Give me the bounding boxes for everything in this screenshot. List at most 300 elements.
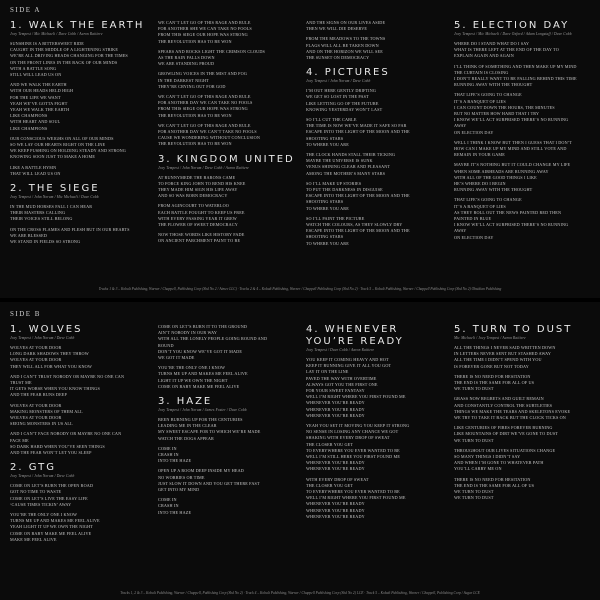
lyric-line: ON ANCIENT PARCHMENT PAINT TO BE <box>158 238 241 244</box>
lyric-line: ON THE FRONT LINES IN THE BACK OF OUR MINDS <box>10 59 118 65</box>
lyric-line: FACE ME <box>10 437 29 443</box>
lyric-stanza <box>158 232 296 244</box>
lyric-line: SEEING MONSTERS IN US ALL <box>10 421 73 427</box>
lyric-line: AWAY <box>454 123 467 129</box>
lyric-line: AS THEY ROLL OUT THE NEWS PAINTED RED THEN <box>454 209 562 215</box>
songwriter-credits: Joey Tempest / John Norum / Dave Cobb <box>306 79 371 84</box>
lyric-line: YOU’RE THE ONLY ONE I KNOW <box>10 512 78 518</box>
lyric-line: WOLVES AT YOUR DOOR <box>10 345 62 350</box>
lyric-line: WITH OUR HEADS HELD HIGH <box>10 88 74 94</box>
lyric-line: SO I’LL CUT THE CABLE <box>306 117 357 123</box>
lyric-stanza <box>10 431 148 456</box>
lyric-line: THE END IS THE SAME FOR ALL OF US <box>454 380 535 386</box>
lyric-stanza <box>158 94 296 119</box>
lyric-line: I KNOW WE’LL ACT SURPRISED THERE’S NO RUNNING <box>454 222 569 228</box>
lyric-line: PAINTED IN BLUE <box>454 216 492 222</box>
lyric-line: COME ON BABY MAKE ME FEEL ALIVE <box>10 530 92 536</box>
lyric-line: VENUS SHINING CLEAR AND PLEASANT <box>306 164 391 170</box>
lyric-line: FOR YOUR SWEET FANTASY <box>306 388 365 394</box>
song-block <box>306 67 444 247</box>
side-b-column-2 <box>158 324 296 522</box>
lyric-line: MAKING MONSTERS OF THEM ALL <box>10 408 83 414</box>
lyric-line: PAVED THE WAY WITH OVERTIME <box>306 375 377 381</box>
lyric-line: THROUGHOUT OUR LIVES SITUATIONS CHANGE <box>454 447 556 453</box>
lyric-line: AND THE SIGNS ON OUR LIVES ASIDE <box>306 20 386 25</box>
song-block <box>454 324 592 501</box>
lyric-line: I CAN COUNT DOWN THE HOURS, THE MINUTES <box>454 104 555 110</box>
lyric-line: SPEARS AND ROCKS LIGHT THE CRIMSON CLOUDS <box>158 48 265 54</box>
side-a-panel <box>0 0 600 296</box>
lyric-line: TO WHERE YOU ARE <box>306 240 349 246</box>
lyric-line: LIKE MOUNTAINS OF DIRT WE’VE GONE TO DUST <box>454 431 559 437</box>
lyric-stanza <box>454 64 592 89</box>
lyric-line: TO EVERYWHERE YOU EVER WANTED TO BE <box>306 447 400 453</box>
lyric-line: YOU’RE THE ONLY ONE I KNOW <box>158 365 226 371</box>
lyric-line: THE END IS THE SAME FOR ALL OF US <box>454 482 535 488</box>
lyric-line: CAUSE WE WONDERING WITHOUT CONCLUSION <box>158 135 261 141</box>
song-block <box>10 20 148 177</box>
lyric-line: YEAH YOU SET IT MOVING YOU KEEP IT STRONG <box>306 423 410 429</box>
lyric-line: ALL THE THINGS I NEVER SAID WRITTEN DOWN <box>454 345 556 350</box>
lyric-stanza <box>306 357 444 419</box>
lyric-line: COME IN <box>158 497 177 503</box>
lyric-line: INTO THE HAZE <box>158 509 192 515</box>
lyric-line: REMAIN IN YOUR GAME <box>454 152 505 158</box>
lyric-line: AND SO WAS BORN DEMOCRACY <box>158 193 228 199</box>
lyric-line: THAT LIFE’S GOING TO CHANGE <box>454 92 522 98</box>
lyric-line: RUNNING AWAY WITH THE THOUGHT <box>454 187 533 193</box>
songwriter-credits: Joey Tempest / John Norum / Dave Cobb <box>10 474 75 479</box>
lyric-line: JUST SLOW IT DOWN AND YOU GET THERE FAST <box>158 480 260 486</box>
lyric-line: WE CAN’T LET GO OF THIS RAGE AND RULE <box>158 94 251 100</box>
lyric-line: WOLVES AT YOUR DOOR <box>10 402 62 408</box>
lyric-line: WITH A BATTLE SONG <box>10 65 57 71</box>
lyric-line: MAYBE IT’S NOTHING BUT IT COULD CHANGE MY LIFE <box>454 162 571 168</box>
lyric-line: ‘CAUSE TIMES TICKIN’ AWAY <box>10 501 72 507</box>
lyric-stanza <box>306 36 444 61</box>
lyric-line: THINGS WE MAKE THE TEARS AND SKELETONS EVOKE <box>454 408 571 414</box>
lyric-line: SHOOTING STARS <box>306 199 344 205</box>
lyric-stanza <box>10 136 148 161</box>
lyric-line: WITH ALL THE LONELY PEOPLE GOING ROUND AND <box>158 336 268 342</box>
lyric-line: WHENEVER YOU’RE READY <box>306 460 365 466</box>
lyric-stanza <box>10 227 148 246</box>
lyric-line: IN LETTERS NEVER SENT BUT STASHED AWAY <box>454 351 552 357</box>
lyric-stanza <box>158 175 296 200</box>
lyric-stanza <box>10 345 148 370</box>
lyric-stanza <box>306 477 444 520</box>
song-title: 3. HAZE <box>158 396 213 408</box>
side-a-column-3 <box>306 20 444 253</box>
lyric-stanza <box>158 417 296 442</box>
lyric-line: THE CLOCK HANDS STALL THEIR TICKING <box>306 152 396 158</box>
lyric-line: BEEN BURNING UP FOR THE CENTURIES <box>158 417 243 423</box>
lyric-line: DON’T YOU KNOW WE’VE GOT IT MADE <box>158 348 243 354</box>
lyric-line: COME ON LET’S BURN THE OPEN ROAD <box>10 483 94 489</box>
lyric-stanza <box>10 403 148 428</box>
song-title: 5. ELECTION DAY <box>454 20 570 31</box>
lyric-stanza <box>158 324 296 361</box>
song-title: 1. WALK THE EARTH <box>10 20 145 31</box>
lyric-line: AND THE FEAR RUNS DEEP <box>10 392 67 398</box>
lyric-stanza <box>10 41 148 78</box>
lyric-line: LIKE LETTING GO OF THE FUTURE <box>306 100 379 106</box>
lyric-line: FOR THE LIFE WE WANT <box>10 94 61 100</box>
lyric-line: I’LL THINK OF SOMETHING AND THEN MAKE UP MY MIND <box>454 63 577 69</box>
lyric-line: TURNS ME UP AND MAKES ME FEEL ALIVE <box>10 518 100 524</box>
side-a-column-2 <box>158 20 296 251</box>
lyric-line: CRASH IN <box>158 503 179 509</box>
lyric-line: KNOWING SOON JUST TO MAKE A HOME <box>10 154 96 160</box>
lyric-line: HOW CAN I MAKE UP MY MIND AND STILL VOTE AND <box>454 146 567 152</box>
lyric-line: NOW THOSE WORDS LIKE HISTORY FADE <box>158 232 245 238</box>
lyric-line: FOR ANOTHER SHE WE CAN TAKE NO FOOLS <box>158 26 252 32</box>
lyric-line: THERE IS NO NEED FOR HESITATION <box>454 476 531 482</box>
lyric-line: SHOOTING STARS <box>306 135 344 141</box>
lyric-line: WE TURN TO DUST <box>454 489 494 495</box>
lyric-line: WATCH THE COLOURS, AS THEY SLOWLY DRY <box>306 222 403 228</box>
lyric-line: HE’S WHERE DO I BEGIN <box>454 181 506 187</box>
lyric-line: SO DARK HARD WHEN YOU’VE SEEN THINGS <box>10 443 105 449</box>
side-b-label: SIDE B <box>10 310 41 318</box>
lyric-line: COME ON LET’S BURN IT TO THE GROUND <box>158 324 248 329</box>
lyric-stanza <box>10 483 148 508</box>
lyric-line: WHENEVER YOU’RE READY <box>306 412 365 418</box>
lyric-stanza <box>158 365 296 390</box>
lyric-stanza <box>158 123 296 148</box>
lyric-line: WE ARE STANDING PROUD <box>158 61 215 67</box>
lyric-line: THE CLOSER YOU GET <box>306 482 354 488</box>
lyric-line: SO I’LL PAINT THE PICTURE <box>306 215 365 221</box>
lyric-line: THEN WE WILL DIE DESERVE <box>306 26 368 32</box>
lyric-line: TO EVERYWHERE YOU EVER WANTED TO BE <box>306 489 400 495</box>
lyric-line: SO WE LAY OUR HEARTS RIGHT ON THE LINE <box>10 142 106 148</box>
lyric-line: WELL I’M RIGHT WHERE YOU FIRST FOUND ME <box>306 495 406 501</box>
lyric-line: IT GETS WORSE WHEN YOU KNOW THINGS <box>10 386 100 392</box>
side-b-publishing-credits: Tracks 1, 2 & 3 – Kobalt Publishing, Warner / Chappell, Publishing Corp (Sbd No 2) · Track 4 – Kobalt Publishing, Warner / Chappell Publishing Corp (Sbd No 2) LCE · Track 5 – Kobalt Publishing, Warner / Chappell, Publishing Corp / Sugar LCE <box>120 591 480 595</box>
lyric-line: FROM AGINCOURT TO WATERLOO <box>158 203 229 209</box>
lyric-stanza <box>10 82 148 132</box>
song-block <box>10 183 148 245</box>
lyric-line: THE REVOLUTION HAS TO BE WON <box>158 112 232 118</box>
lyric-stanza <box>454 197 592 240</box>
lyric-line: LONG DARK SHADOWS THEY THROW <box>10 351 89 357</box>
song-block <box>158 154 296 245</box>
lyric-stanza <box>306 152 444 177</box>
lyric-line: WHENEVER YOU’RE READY <box>306 501 365 507</box>
lyric-line: GRASS NOW REGRETS AND GUILT REMAIN <box>454 396 544 402</box>
lyric-line: NO SENSE IN LOSING ANY CHANCE WE GOT <box>306 429 399 435</box>
lyric-line: WOLVES AT YOUR DOOR <box>10 357 62 363</box>
lyric-line: FROM THIS SIEGE OUR HOPE WAS STRONG <box>158 32 248 38</box>
lyric-line: I KNOW WE’LL ACT SURPRISED THERE’S NO RUNNING <box>454 117 569 123</box>
lyric-line: WE GET SO LOST IN THE PAST <box>306 94 369 100</box>
lyric-line: AIN’T NOBODY IN OUR WAY <box>158 330 218 336</box>
lyric-line: THERE IS NO NEED FOR HESITATION <box>454 373 531 379</box>
song-block <box>158 20 296 148</box>
songwriter-credits: Joey Tempest / John Norum / James Foster / Dave Cobb <box>158 408 247 413</box>
song-title: 5. TURN TO DUST <box>454 324 573 335</box>
lyric-line: LIKE CENTURIES OF FIRES FOREVER BURNING <box>454 425 553 431</box>
side-b-column-1 <box>10 324 148 549</box>
songwriter-credits: Joey Tempest / Mic Michaeli / Dave Oxford / Adam Longstaff / Dave Cobb <box>454 32 572 36</box>
lyric-line: WHEN SOME AIRHEADS ARE RUNNING AWAY <box>454 168 549 174</box>
lyric-line: AND WHEN I’M GONE TO WHATEVER PATH <box>454 460 544 466</box>
song-block <box>10 462 148 543</box>
lyric-line: THAT LIFE’S GOING TO CHANGE <box>454 197 522 203</box>
songwriter-credits: Joey Tempest / John Norum / Dave Cobb <box>10 336 75 340</box>
lyric-line: LEADING ME IN THE CLEAR <box>158 423 217 429</box>
side-divider <box>0 298 600 302</box>
lyric-line: ON THE CROSS FLAMES AND FLESH BUT IN OUR HEARTS <box>10 226 130 232</box>
lyric-line: KNOWING YESTERDAY WON’T LAST <box>306 106 383 112</box>
lyric-line: GROWLING VOICES IN THE MIST AND FOG <box>158 71 248 77</box>
lyric-line: THEIR VOICES STILL BELONG <box>10 216 73 222</box>
songwriter-credits: Joey Tempest / John Norum / Dave Cobb / Aaron Raitiere <box>158 165 249 170</box>
side-a-publishing-credits: Tracks 1 & 3 – Kobalt Publishing, Warner / Chappell, Publishing Corp (Sbd No 2 / Aimee LLC) · Tracks 2 & 4 – Kobalt Publishing, Warner / Chappell Publishing Corp (Sbd No 2) · Track 5 – Kobalt Publishing, Warner / Chappell Publishing Corp (Sbd No 2) Obsidian Publishing <box>98 287 502 291</box>
lyric-stanza <box>306 117 444 148</box>
lyric-line: WE TURN TO DUST <box>454 386 494 392</box>
lyric-line: ROUND <box>158 342 174 348</box>
lyric-stanza <box>158 71 296 90</box>
lyric-line: THE CLOSER YOU GET <box>306 441 354 447</box>
lyric-line: AMONG THE MOTHER’S MANY STARS <box>306 170 386 176</box>
lyric-line: WHENEVER YOU’RE READY <box>306 406 365 412</box>
lyric-stanza <box>306 216 444 247</box>
lyric-line: COME ON BABY MAKE ME FEEL ALIVE <box>158 383 240 389</box>
lyric-line: NO WORRIES OR TIME <box>158 474 205 480</box>
lyric-line: AND ON THE HORIZON WE WILL SEE <box>306 48 383 54</box>
lyric-line: YEAH LIGHT IT UP WE OWN THE NIGHT <box>10 524 93 530</box>
side-b-column-3 <box>306 324 444 526</box>
lyric-line: THEY WILL ALL FOR WHAT YOU KNOW <box>10 363 92 369</box>
lyric-line: STILL WILL LEAD US ON <box>10 72 62 78</box>
lyric-line: LAY IT ON THE LINE <box>306 369 349 375</box>
lyric-line: I’M OUT HERE GENTLY DRIFTING <box>306 88 377 94</box>
song-block <box>158 324 296 390</box>
lyric-line: WE TURN TO DUST <box>454 437 494 443</box>
lyric-line: LIGHT IT UP WE OWN THE NIGHT <box>158 377 228 383</box>
lyric-line: ALL THE TIME I DIDN’T SPEND WITH YOU <box>454 357 542 363</box>
lyric-line: WITH EVERY PASSING YEAR IT GREW <box>158 215 237 221</box>
lyric-line: THE FLOWER OF SWEET DEMOCRACY <box>158 222 238 228</box>
lyric-line: WOLVES AT YOUR DOOR <box>10 415 62 421</box>
lyric-line: WE CAN’T LET GO OF THIS RAGE AND RULE <box>158 20 251 25</box>
lyric-line: GET INTO MY MIND <box>158 487 200 493</box>
lyric-line: MY SWEET ESCAPE FOR TO WHICH WE’RE MADE <box>158 429 261 435</box>
lyric-line: WITH HEART AND SOUL <box>10 119 61 125</box>
lyric-line: THE REVOLUTION HAS TO BE WON <box>158 38 232 44</box>
song-title: 4. WHENEVER YOU’RE READY <box>306 324 404 347</box>
lyric-line: WHENEVER YOU’RE READY <box>306 507 365 513</box>
lyric-line: ON ELECTION DAY <box>454 129 494 135</box>
lyric-line: KEEP IT RUNNING GIVE IT ALL YOU GOT <box>306 363 392 369</box>
song-block <box>306 20 444 61</box>
lyric-stanza <box>454 345 592 370</box>
lyric-line: ESCAPE INTO THE LIGHT OF THE MOON AND THE <box>306 193 410 199</box>
lyric-line: SO I’LL MAKE UP STORIES <box>306 180 362 186</box>
side-b-column-4 <box>454 324 592 507</box>
lyric-line: IS FOREVER GONE BUT NOT TODAY <box>454 363 529 369</box>
lyric-line: ALWAYS GOT YOU THE FIRST ONE <box>306 381 378 387</box>
lyric-line: IN THE MUD HORSES FALL I CAN HEAR <box>10 204 93 210</box>
lyric-line: LIKE CHAMPIONS <box>10 125 48 131</box>
lyric-line: AND I CAN’T TRUST NOBODY OR MAYBE NO ONE CAN <box>10 373 125 379</box>
lyric-stanza <box>158 497 296 516</box>
lyric-stanza <box>306 181 444 212</box>
lyric-line: THEIR MASTERS CALLING <box>10 210 66 216</box>
lyric-stanza <box>454 425 592 444</box>
lyric-line: TRUST ME <box>10 380 32 386</box>
side-a-column-4 <box>454 20 592 247</box>
lyric-line: SHOOTING STARS <box>306 234 344 240</box>
lyric-stanza <box>158 446 296 465</box>
lyric-line: ON ELECTION DAY <box>454 234 494 240</box>
lyric-stanza <box>10 204 148 223</box>
lyric-stanza <box>10 374 148 399</box>
lyric-line: TO WHERE YOU ARE <box>306 141 349 147</box>
lyric-line: ESCAPE INTO THE LIGHT OF THE MOON AND THE <box>306 129 410 135</box>
lyric-line: WHENEVER YOU’RE READY <box>306 513 365 519</box>
lyric-stanza <box>158 49 296 68</box>
lyric-line: WHAT IS THERE LEFT AT THE END OF THE DAY TO <box>454 47 559 53</box>
lyric-line: WHENEVER YOU’RE READY <box>306 466 365 472</box>
lyric-line: WHERE DO I STAND WHAT DO I SAY <box>454 41 530 46</box>
lyric-stanza <box>454 41 592 60</box>
lyric-stanza <box>454 92 592 135</box>
song-title: 3. KINGDOM UNITED <box>158 153 295 165</box>
lyric-line: WELL I THINK I KNOW BUT THEN I GUESS THAT I DON’T <box>454 139 573 145</box>
lyric-line: WATCH THE DOGS APPEAR <box>158 435 215 441</box>
lyric-line: WE TRY TO TAKE IT BACK BUT THE CLOCK TICKS ON <box>454 415 566 421</box>
lyric-line: WE CAN’T LET GO OF THIS RAGE AND RULE <box>158 122 251 128</box>
lyric-line: THE SUNSET ON DEMOCRACY <box>306 55 370 61</box>
lyric-stanza <box>454 396 592 421</box>
lyric-line: THAT WILL LEAD US ON <box>10 170 61 176</box>
lyric-line: IT’S A BANQUET OF LIES <box>454 203 506 209</box>
lyric-line: YOU’LL CARRY ME ON <box>454 466 502 472</box>
lyric-stanza <box>454 374 592 393</box>
songwriter-credits: Joey Tempest / John Norum / Mic Michaeli / Dave Cobb <box>10 195 99 200</box>
lyric-line: CAUGHT IN THE MIDDLE OF A LIGHTENING STRIKE <box>10 47 119 53</box>
side-a-label: SIDE A <box>10 6 41 14</box>
lyric-line: FLAGS WILL ALL BE TAKEN DOWN <box>306 42 379 48</box>
lyric-stanza <box>10 512 148 543</box>
lyric-line: THEY MADE HIM SIGN HIS LIFE AWAY <box>158 187 238 193</box>
lyric-line: LIKE CHAMPIONS <box>10 113 48 119</box>
lyric-line: IT’S A BANQUET OF LIES <box>454 98 506 104</box>
lyric-line: I DON’T REALLY WANT TO BE FALLING BEHIND THIS TIME <box>454 76 577 82</box>
lyric-line: YOU KEEP IT COMING HEAVY AND HOT <box>306 357 389 362</box>
lyric-line: WE’RE ALL DRIVING HEADS CHANGING FOR THE TIMES <box>10 53 128 59</box>
lyric-line: AS THE RAIN FALLS DOWN <box>158 55 215 61</box>
lyric-stanza <box>158 468 296 493</box>
lyric-line: THEY’RE CRYING OUT FOR GOD <box>158 83 226 89</box>
song-block <box>10 324 148 456</box>
side-a-column-1 <box>10 20 148 251</box>
song-title: 1. WOLVES <box>10 324 83 335</box>
lyric-line: COME IN <box>158 445 177 451</box>
lyric-line: WE STAND IN FIELDS SO STRONG <box>10 239 81 245</box>
lyric-stanza <box>306 423 444 473</box>
lyric-line: AT RUNNYMEDE THE BARONS CAME <box>158 174 236 180</box>
lyric-line: TO FORCE KING JOHN TO BEND HIS KNEE <box>158 180 246 186</box>
lyric-stanza <box>306 20 444 32</box>
lyric-line: ESCAPE INTO THE LIGHT OF THE MOON AND THE <box>306 228 410 234</box>
lyric-line: SUNSHINE IS A BITTERSWEET RIDE <box>10 41 84 46</box>
lyric-line: SO MANY THINGS I DIDN’T SAY <box>454 454 521 460</box>
songwriter-credits: Joey Tempest / Mic Michaeli / Dave Cobb / Aaron Raitiere <box>10 32 103 36</box>
lyric-line: FOR ANOTHER DAY WE CAN TAKE NO FOOLS <box>158 100 253 106</box>
lyric-line: EXPLAIN AGAIN AND AGAIN <box>454 53 514 59</box>
lyric-line: WELL I’M RIGHT WHERE YOU FIRST FOUND ME <box>306 394 406 400</box>
lyric-stanza <box>158 203 296 228</box>
song-title: 4. PICTURES <box>306 67 390 79</box>
lyric-line: YEAH WE’VE GOTTA FIGHT <box>10 100 68 106</box>
lyric-stanza <box>454 140 592 159</box>
lyric-line: WE ARE BLESSED <box>10 232 47 238</box>
lyric-line: WITH ALL OF THE GOOD THINGS I LIKE <box>454 174 537 180</box>
lyric-line: BUT NO MATTER HOW HARD THAT I TRY <box>454 111 540 117</box>
songwriter-credits: Joey Tempest / Dave Cobb / Aaron Raitiere <box>306 348 375 352</box>
lyric-line: MAYBE THE UNIVERSE IS SUNK <box>306 158 373 164</box>
lyric-line: YEAH WE WALK THE EARTH <box>10 107 70 113</box>
lyric-line: WHENEVER YOU’RE READY <box>306 400 365 406</box>
lyric-line: FOR ANOTHER DAY WE CAN’T TAKE NO FOOLS <box>158 129 257 135</box>
lyric-stanza <box>158 20 296 45</box>
lyric-line: EACH BATTLE FOUGHT TO KEEP US FREE <box>158 209 245 215</box>
lyric-line: AWAY <box>454 228 467 234</box>
lyric-line: IN THE DARKEST NIGHT <box>158 77 209 83</box>
lyric-line: OUR CONSCIOUS WEIGHS ON ALL OF OUR MINDS <box>10 135 114 141</box>
lyric-stanza <box>454 477 592 502</box>
lyric-line: AND WE WALK THE EARTH <box>10 82 67 88</box>
lyric-line: SHAKING WITH EVERY DROP OF SWEAT <box>306 435 390 441</box>
song-block <box>306 324 444 520</box>
lyric-stanza <box>454 448 592 473</box>
song-block <box>158 396 296 516</box>
songwriter-credits: Mic Michaeli / Joey Tempest / Aaron Raitiere <box>454 336 526 340</box>
lyric-line: TO WHERE YOU ARE <box>306 205 349 211</box>
lyric-line: COME ON LET’S LIVE THE EASY LIFE <box>10 495 88 501</box>
song-block <box>454 20 592 241</box>
lyric-line: WELL I’M STILL HERE YOU FIRST FOUND ME <box>306 454 401 460</box>
lyric-line: RUNNING AWAY WITH THE THOUGHT <box>454 82 533 88</box>
lyric-line: MAKE ME FEEL ALIVE <box>10 536 57 542</box>
lyric-line: THE CURTAIN IS CLOSING <box>454 69 509 75</box>
lyric-line: WE KEEP PUSHING ON HOLDING STEADY AND STRONG <box>10 148 126 154</box>
lyric-line: WE GOT IT MADE <box>158 355 195 361</box>
lyric-line: TURNS ME UP AND MAKES ME FEEL ALIVE <box>158 371 248 377</box>
lyric-line: INTO THE HAZE <box>158 458 192 464</box>
song-title: 2. THE SIEGE <box>10 183 100 195</box>
lyric-line: OPEN UP A ROOM DEEP INSIDE MY HEAD <box>158 468 244 474</box>
lyric-line: THE REVOLUTION HAS TO BE WON <box>158 141 232 147</box>
lyric-line: GOT NO TIME TO WASTE <box>10 489 62 495</box>
lyric-line: THE TIME IS NOW WE’VE MADE IT SAFE SO FAR <box>306 123 407 129</box>
lyric-stanza <box>454 162 592 193</box>
lyric-line: FROM THE MEADOWS TO THE TOWNS <box>306 36 386 42</box>
lyric-line: FROM THIS SIEGE OUR HOPE WAS STRONG <box>158 106 248 112</box>
lyric-line: CRASH IN <box>158 452 179 458</box>
lyric-line: WITH EVERY DROP OF SWEAT <box>306 476 369 482</box>
song-title: 2. GTG <box>10 462 56 474</box>
lyric-line: WE TURN TO DUST <box>454 495 494 501</box>
lyric-line: TO PUT THE DARKNESS IN DISGUISE <box>306 187 383 193</box>
lyric-line: AND THE FEAR WON’T LET YOU SLEEP <box>10 450 92 456</box>
lyric-line: LIKE A BATTLE HYMN <box>10 164 57 170</box>
side-b-panel <box>0 304 600 600</box>
